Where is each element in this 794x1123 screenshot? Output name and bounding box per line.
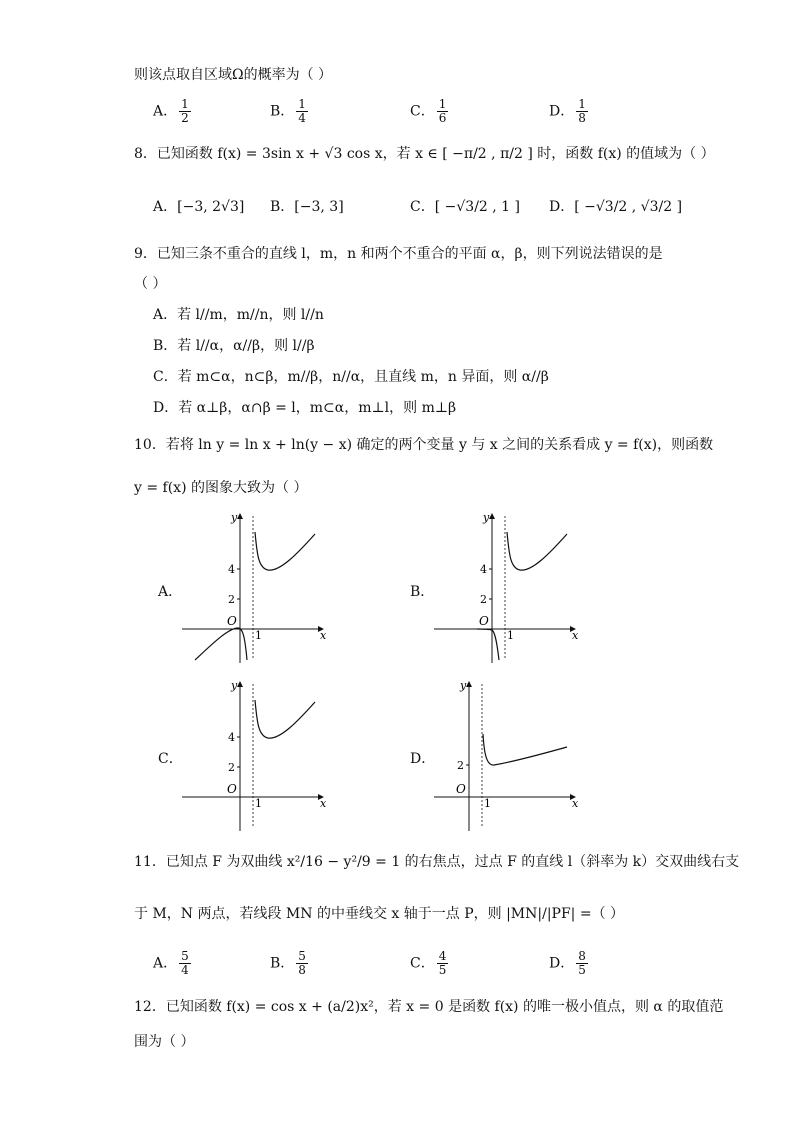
q8-option-d[interactable]: D．[ −√3/2 , √3/2 ] (549, 199, 683, 215)
q12-stem: 12．已知函数 f(x) = cos x + (a/2)x²，若 x = 0 是函数 f(x) 的唯一极小值点，则 α 的取值范 (134, 999, 724, 1015)
curve-right-branch (255, 700, 315, 738)
q8-option-a[interactable]: A．[−3, 2√3] (153, 199, 245, 215)
curve-right-branch (255, 532, 315, 570)
q8-option-b[interactable]: B．[−3, 3] (270, 199, 344, 215)
q7-option-a[interactable]: A． $\frac{1}{2}$ (153, 97, 189, 125)
q12-stem-2: 围为（ ） (134, 1034, 195, 1050)
x-label: x (572, 797, 579, 810)
q11-option-b[interactable]: B． $\frac{5}{8}$ (270, 949, 306, 977)
q10-stem: 10．若将 ln y = ln x + ln(y − x) 确定的两个变量 y 与 x 之间的关系看成 y = f(x)，则函数 (134, 437, 714, 453)
origin-label: O (227, 782, 237, 796)
q9-option-c[interactable]: C．若 m⊂α，n⊂β，m//β，n//α，且直线 m，n 异面，则 α//β (153, 369, 549, 385)
q10-graph-a[interactable] (180, 508, 330, 668)
curve-right-branch (483, 734, 567, 765)
tick-2: 2 (228, 593, 235, 606)
curve-left-branch (195, 628, 247, 660)
q7-stem: 则该点取自区域Ω的概率为（ ） (134, 67, 333, 83)
y-label: y (231, 511, 238, 524)
tick-4: 4 (480, 563, 487, 576)
q11-stem: 11．已知点 F 为双曲线 x²/16 − y²/9 = 1 的右焦点，过点 F 的直线 l（斜率为 k）交双曲线右支 (134, 854, 740, 870)
tick-1: 1 (484, 797, 491, 810)
tick-2: 2 (228, 761, 235, 774)
q11-option-a[interactable]: A． $\frac{5}{4}$ (153, 949, 189, 977)
curve-left-branch (477, 629, 499, 660)
q10-graph-d[interactable] (432, 676, 582, 836)
q10-option-c-label[interactable]: C． (158, 751, 183, 767)
q10-stem-2: y = f(x) 的图象大致为（ ） (134, 480, 308, 496)
q10-option-b-label[interactable]: B． (410, 584, 435, 600)
q10-option-a-label[interactable]: A． (158, 584, 183, 600)
curve-right-branch (507, 532, 567, 570)
origin-label: O (456, 782, 466, 796)
y-label: y (483, 511, 490, 524)
q10-graph-b[interactable] (432, 508, 582, 668)
y-label: y (231, 679, 238, 692)
tick-1: 1 (255, 797, 262, 810)
tick-1: 1 (507, 629, 514, 642)
q7-option-c[interactable]: C． $\frac{1}{6}$ (410, 97, 447, 125)
q11-stem-2: 于 M，N 两点，若线段 MN 的中垂线交 x 轴于一点 P，则 |MN|/|PF| =（ ） (134, 906, 625, 922)
origin-label: O (227, 614, 237, 628)
x-label: x (320, 797, 327, 810)
q7-option-b[interactable]: B． $\frac{1}{4}$ (270, 97, 306, 125)
q9-stem: 9．已知三条不重合的直线 l，m，n 和两个不重合的平面 α，β，则下列说法错误的是 (134, 246, 663, 262)
q11-option-d[interactable]: D． $\frac{8}{5}$ (549, 949, 586, 977)
q11-option-c[interactable]: C． $\frac{4}{5}$ (410, 949, 447, 977)
x-label: x (320, 629, 327, 642)
q8-stem: 8．已知函数 f(x) = 3sin x + √3 cos x，若 x ∈ [ −π/2 , π/2 ] 时，函数 f(x) 的值域为（ ） (134, 146, 715, 162)
tick-1: 1 (255, 629, 262, 642)
origin-label: O (479, 614, 489, 628)
y-label: y (460, 679, 467, 692)
q9-option-a[interactable]: A．若 l//m，m//n，则 l//n (153, 307, 324, 323)
q9-paren: （ ） (134, 276, 167, 292)
q10-option-d-label[interactable]: D． (410, 751, 436, 767)
x-label: x (572, 629, 579, 642)
tick-2: 2 (480, 593, 487, 606)
q8-option-c[interactable]: C．[ −√3/2 , 1 ] (410, 199, 520, 215)
tick-4: 4 (228, 563, 235, 576)
tick-4: 4 (228, 731, 235, 744)
q9-option-d[interactable]: D．若 α⊥β，α∩β = l，m⊂α，m⊥l，则 m⊥β (153, 400, 457, 416)
q7-option-d[interactable]: D． $\frac{1}{8}$ (549, 97, 586, 125)
q10-graph-c[interactable] (180, 676, 330, 836)
tick-2: 2 (457, 759, 464, 772)
q9-option-b[interactable]: B．若 l//α，α//β，则 l//β (153, 338, 315, 354)
